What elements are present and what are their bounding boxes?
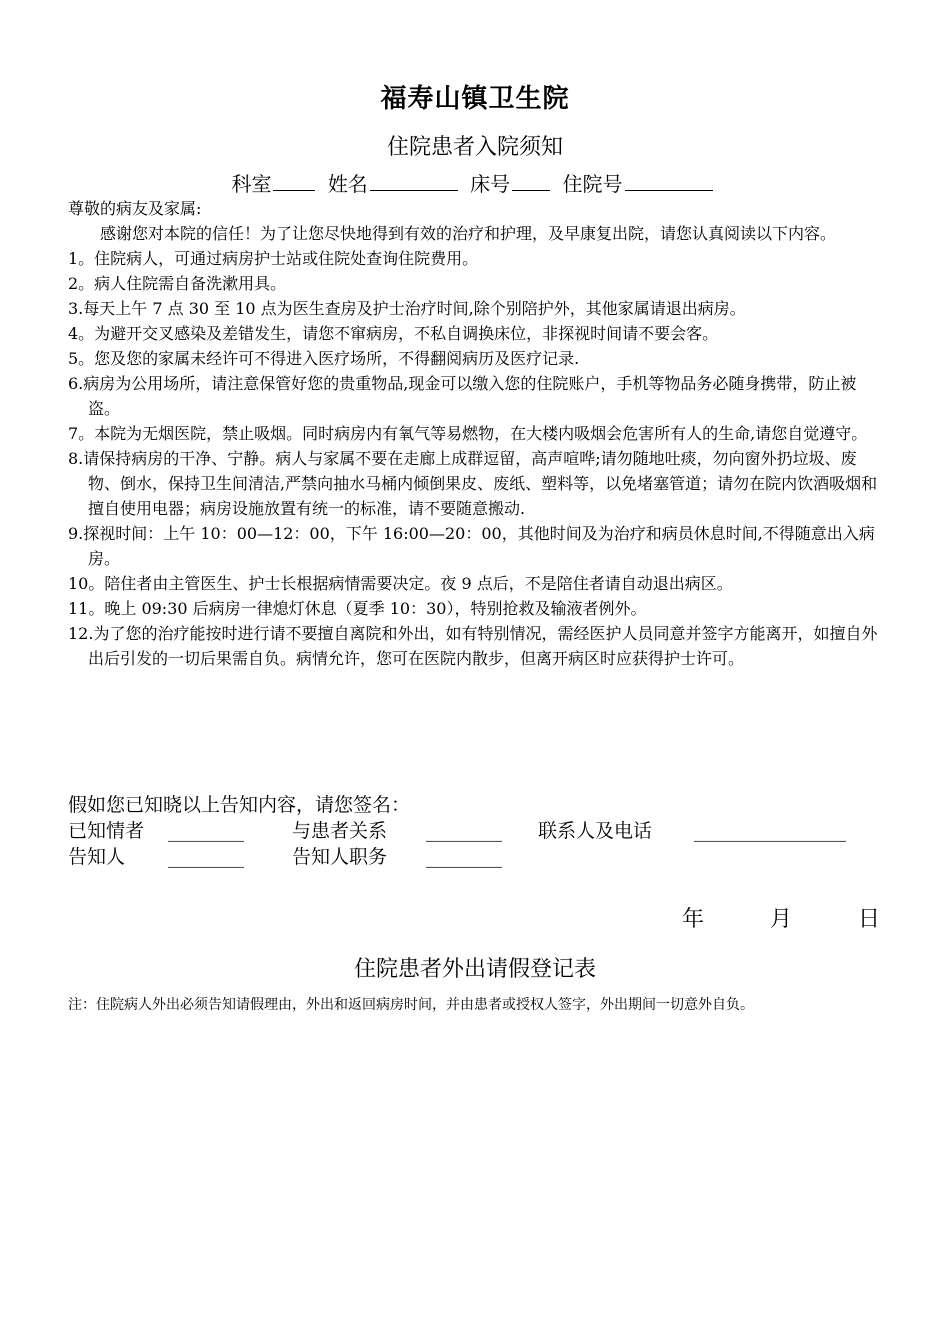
contact-label: 联系人及电话: [538, 820, 653, 842]
salutation: 尊敬的病友及家属:: [68, 199, 202, 218]
contact-blank[interactable]: ________________: [694, 820, 846, 842]
month-label: 月: [769, 907, 792, 932]
department-label: 科室: [231, 172, 272, 196]
leave-register-title: 住院患者外出请假登记表: [353, 957, 596, 982]
notice-item-2: 2。病人住院需自备洗漱用具。: [68, 274, 287, 293]
hospital-name: 福寿山镇卫生院: [380, 84, 570, 114]
bed-label: 床号: [470, 172, 511, 196]
notifier-label: 告知人: [68, 846, 126, 868]
leave-note: 注：住院病人外出必须告知请假理由，外出和返回病房时间，并由患者或授权人签字，外出期间一切意外自负。: [68, 997, 754, 1013]
signature-prompt: 假如您已知晓以上告知内容，请您签名：: [68, 794, 411, 816]
intro-paragraph: 感谢您对本院的信任！为了让您尽快地得到有效的治疗和护理，及早康复出院，请您认真阅读以下内容。: [100, 224, 837, 243]
notice-item-5: 5。您及您的家属未经许可不得进入医疗场所，不得翻阅病历及医疗记录.: [68, 349, 580, 368]
signature-row-1: [68, 818, 898, 844]
notice-item-3: 3.每天上午 7 点 30 至 10 点为医生查房及护士治疗时间,除个别陪护外，其他家属请退出病房。: [68, 299, 746, 318]
notice-item-7: 7。本院为无烟医院，禁止吸烟。同时病房内有氧气等易燃物，在大楼内吸烟会危害所有人的生命,请您自觉遵守。: [68, 424, 868, 443]
notice-item-9: 9.探视时间：上午 10：00—12：00，下午 16:00—20：00，其他时间及为治疗和病员休息时间,不得随意出入病房。: [68, 524, 875, 568]
department-blank[interactable]: [273, 170, 315, 191]
notice-item-10: 10。陪住者由主管医生、护士长根据病情需要决定。夜 9 点后，不是陪住者请自动退出病区。: [68, 574, 733, 593]
informed-label: 已知情者: [68, 820, 145, 842]
notice-item-12: 12.为了您的治疗能按时进行请不要擅自离院和外出，如有特别情况，需经医护人员同意并签字方能离开，如擅自外出后引发的一切后果需自负。病情允许，您可在医院内散步，但离开病区时应获得护士许可。: [68, 624, 878, 668]
notifier-title-blank[interactable]: ________: [426, 846, 502, 868]
notice-item-1: 1。住院病人，可通过病房护士站或住院处查询住院费用。: [68, 249, 479, 268]
admission-no-blank[interactable]: [625, 170, 713, 191]
notice-item-8: 8.请保持病房的干净、宁静。病人与家属不要在走廊上成群逗留，高声喧哗;请勿随地吐痰，勿向窗外扔垃圾、废物、倒水，保持卫生间清洁,严禁向抽水马桶内倾倒果皮、废纸、塑料等，以免堵塞管道；请勿在院内饮酒吸烟和擅自使用电器；病房设施放置有统一的标准，请不要随意搬动.: [68, 449, 878, 518]
day-label: 日: [857, 907, 880, 932]
signature-row-2: [68, 844, 898, 870]
bed-blank[interactable]: [512, 170, 550, 191]
document-title: 住院患者入院须知: [386, 135, 563, 160]
name-blank[interactable]: [370, 170, 458, 191]
signature-prompt-row: [68, 792, 898, 818]
relation-blank[interactable]: ________: [426, 820, 502, 842]
notifier-blank[interactable]: ________: [168, 846, 244, 868]
informed-blank[interactable]: ________: [168, 820, 244, 842]
notice-item-6: 6.病房为公用场所，请注意保管好您的贵重物品,现金可以缴入您的住院账户，手机等物品务必随身携带，防止被盗。: [68, 374, 857, 418]
signature-section: [68, 792, 898, 870]
notice-item-11: 11。晚上 09:30 后病房一律熄灯休息（夏季 10：30），特别抢救及输液者例外。: [68, 599, 647, 618]
name-label: 姓名: [327, 172, 368, 196]
notice-body: [68, 196, 888, 671]
relation-label: 与患者关系: [292, 820, 388, 842]
year-label: 年: [681, 907, 704, 932]
notice-item-4: 4。为避开交叉感染及差错发生，请您不窜病房，不私自调换床位，非探视时间请不要会客。: [68, 324, 719, 343]
date-line: [682, 902, 880, 933]
patient-info-fields: [0, 168, 950, 197]
admission-no-label: 住院号: [562, 172, 623, 196]
notifier-title-label: 告知人职务: [292, 846, 388, 868]
